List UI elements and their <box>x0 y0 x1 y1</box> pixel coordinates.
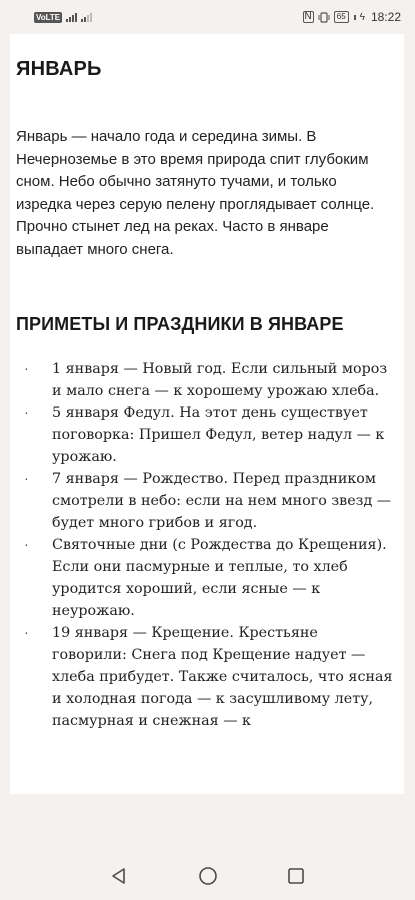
clock: 18:22 <box>370 10 401 24</box>
article-intro: Январь — начало года и середина зимы. В Нечерноземье в это время природа спит глубоким сном. Небо обычно затянуто тучами, и только изредка через серую пелену проглядывает солнце. Прочно стынет лед на реках. Часто в январе выпадает много снега. <box>16 128 375 258</box>
charging-icon: ϟ <box>359 11 365 23</box>
article-title: ЯНВАРЬ <box>16 58 102 80</box>
status-bar-left <box>34 12 92 23</box>
battery-icon <box>334 11 349 23</box>
nfc-icon: N <box>304 11 312 22</box>
list-item-text: Святочные дни (с Рождества до Крещения). Если они пасмурные и теплые, то хлеб уродится хороший, если ясные — к неурожаю. <box>52 537 387 619</box>
bullet-icon: · <box>24 361 29 377</box>
bullet-icon: · <box>24 471 29 487</box>
list-item <box>24 402 394 468</box>
list-item-text: 1 января — Новый год. Если сильный мороз и мало снега — к хорошему урожаю хлеба. <box>52 361 388 399</box>
list-item-text: 19 января — Крещение. Крестьяне говорили: Снега под Крещение надует — хлеба прибудет. Также считалось, что ясная и холодная погода — к засушливому лету, пасмурная и снежная — к <box>52 625 393 729</box>
home-icon[interactable] <box>198 866 218 886</box>
battery-tip <box>354 15 356 20</box>
battery-level: 65 <box>336 12 346 21</box>
bullet-icon: · <box>24 405 29 421</box>
volte-icon: VoLTE <box>36 12 61 22</box>
list-item <box>24 622 394 732</box>
status-bar <box>0 0 415 34</box>
list-item <box>24 358 394 402</box>
section-title: ПРИМЕТЫ И ПРАЗДНИКИ В ЯНВАРЕ <box>16 314 344 334</box>
bullet-icon: · <box>24 625 29 641</box>
back-icon[interactable] <box>109 866 129 886</box>
signal-strength-2-icon <box>81 12 92 22</box>
status-bar-right <box>303 10 401 24</box>
omens-list <box>24 358 394 732</box>
list-item-text: 5 января Федул. На этот день существует поговорка: Пришел Федул, ветер надул — к урожаю. <box>52 405 385 465</box>
signal-strength-icon <box>66 12 77 22</box>
recents-icon[interactable] <box>286 866 306 886</box>
list-item <box>24 534 394 622</box>
vibrate-icon <box>318 12 330 23</box>
list-item-text: 7 января — Рождество. Перед праздником смотрели в небо: если на нем много звезд — будет много грибов и ягод. <box>52 471 392 531</box>
article-content[interactable] <box>10 34 404 794</box>
navigation-bar <box>0 848 415 900</box>
list-item <box>24 468 394 534</box>
bullet-icon: · <box>24 537 29 553</box>
